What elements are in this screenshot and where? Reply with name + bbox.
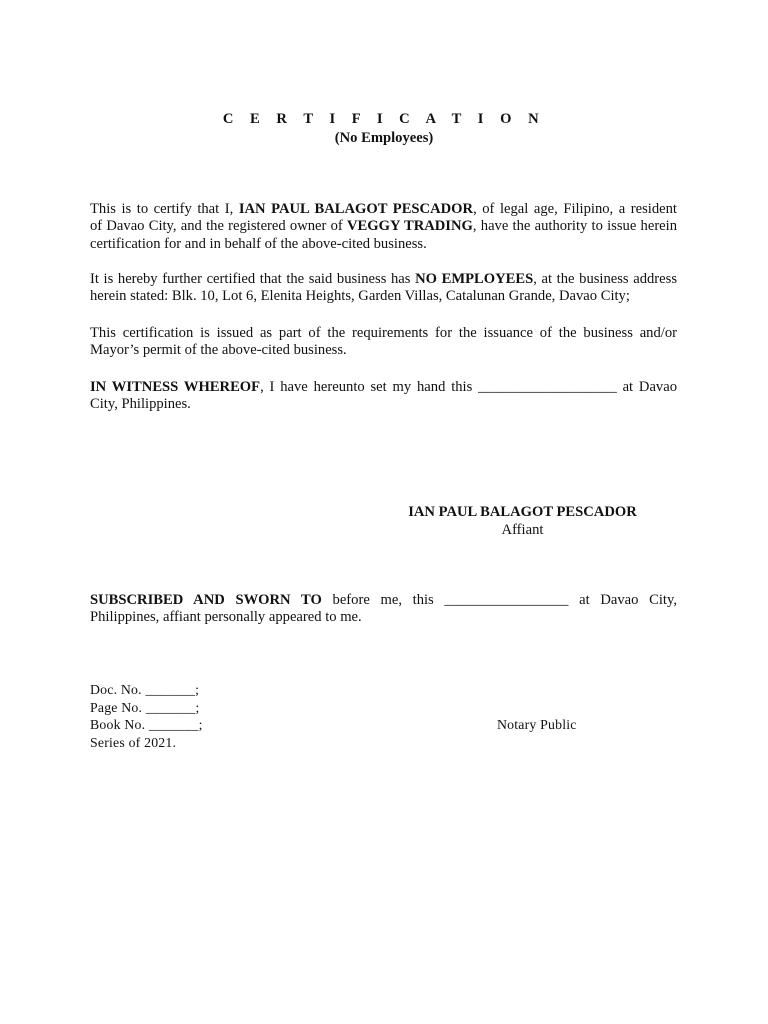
text-run: This is to certify that I, bbox=[90, 201, 239, 217]
purpose-paragraph bbox=[90, 325, 677, 360]
book-no-line: Book No. _______; bbox=[90, 717, 203, 732]
paragraph-line: certification for and in behalf of the above-cited business. bbox=[90, 235, 427, 252]
text-run: of Davao City, and the registered owner of bbox=[90, 218, 348, 235]
paragraph-line: herein stated: Blk. 10, Lot 6, Elenita Heights, Garden Villas, Catalunan Grande, Davao City; bbox=[90, 288, 630, 305]
paragraph-line bbox=[90, 218, 677, 235]
no-employees-paragraph bbox=[90, 271, 677, 306]
notarial-register-block bbox=[90, 681, 203, 751]
text-run: , I have hereunto set my hand this ___________________ at Davao bbox=[260, 379, 678, 395]
paragraph-line bbox=[90, 201, 677, 218]
jurat-paragraph bbox=[90, 592, 677, 627]
business-name-inline: VEGGY TRADING bbox=[347, 218, 473, 235]
subscribed-sworn-emphasis: SUBSCRIBED AND SWORN TO bbox=[90, 592, 322, 608]
no-employees-emphasis: NO EMPLOYEES bbox=[415, 271, 534, 287]
affiant-label: Affiant bbox=[501, 522, 544, 538]
doc-no-line: Doc. No. _______; bbox=[90, 682, 200, 697]
witness-whereof-emphasis: IN WITNESS WHEREOF bbox=[90, 379, 261, 395]
witness-paragraph bbox=[90, 379, 677, 414]
paragraph-line: Mayor’s permit of the above-cited business. bbox=[90, 342, 347, 359]
document-title: C E R T I F I C A T I O N bbox=[222, 111, 546, 127]
certification-paragraph bbox=[90, 201, 677, 253]
document-subtitle: (No Employees) bbox=[334, 130, 434, 146]
paragraph-line: Philippines, affiant personally appeared to me. bbox=[90, 609, 362, 626]
series-line: Series of 2021. bbox=[90, 734, 177, 750]
text-run: , of legal age, Filipino, a resident bbox=[473, 201, 677, 217]
affiant-name-inline: IAN PAUL BALAGOT PESCADOR bbox=[238, 201, 474, 217]
paragraph-line bbox=[90, 379, 677, 396]
text-run: , at the business address bbox=[533, 271, 677, 287]
affiant-signature-name: IAN PAUL BALAGOT PESCADOR bbox=[408, 504, 637, 520]
text-run: , have the authority to issue herein bbox=[472, 218, 678, 235]
paragraph-line bbox=[90, 271, 677, 288]
notary-public-label: Notary Public bbox=[497, 717, 577, 732]
text-run: It is hereby further certified that the said business has bbox=[90, 271, 416, 287]
paragraph-line: City, Philippines. bbox=[90, 396, 191, 413]
text-run: before me, this _________________ at Davao City, bbox=[321, 592, 677, 608]
paragraph-line bbox=[90, 592, 677, 609]
paragraph-line: This certification is issued as part of the requirements for the issuance of the business and/or bbox=[90, 325, 677, 341]
page-no-line: Page No. _______; bbox=[90, 699, 200, 715]
